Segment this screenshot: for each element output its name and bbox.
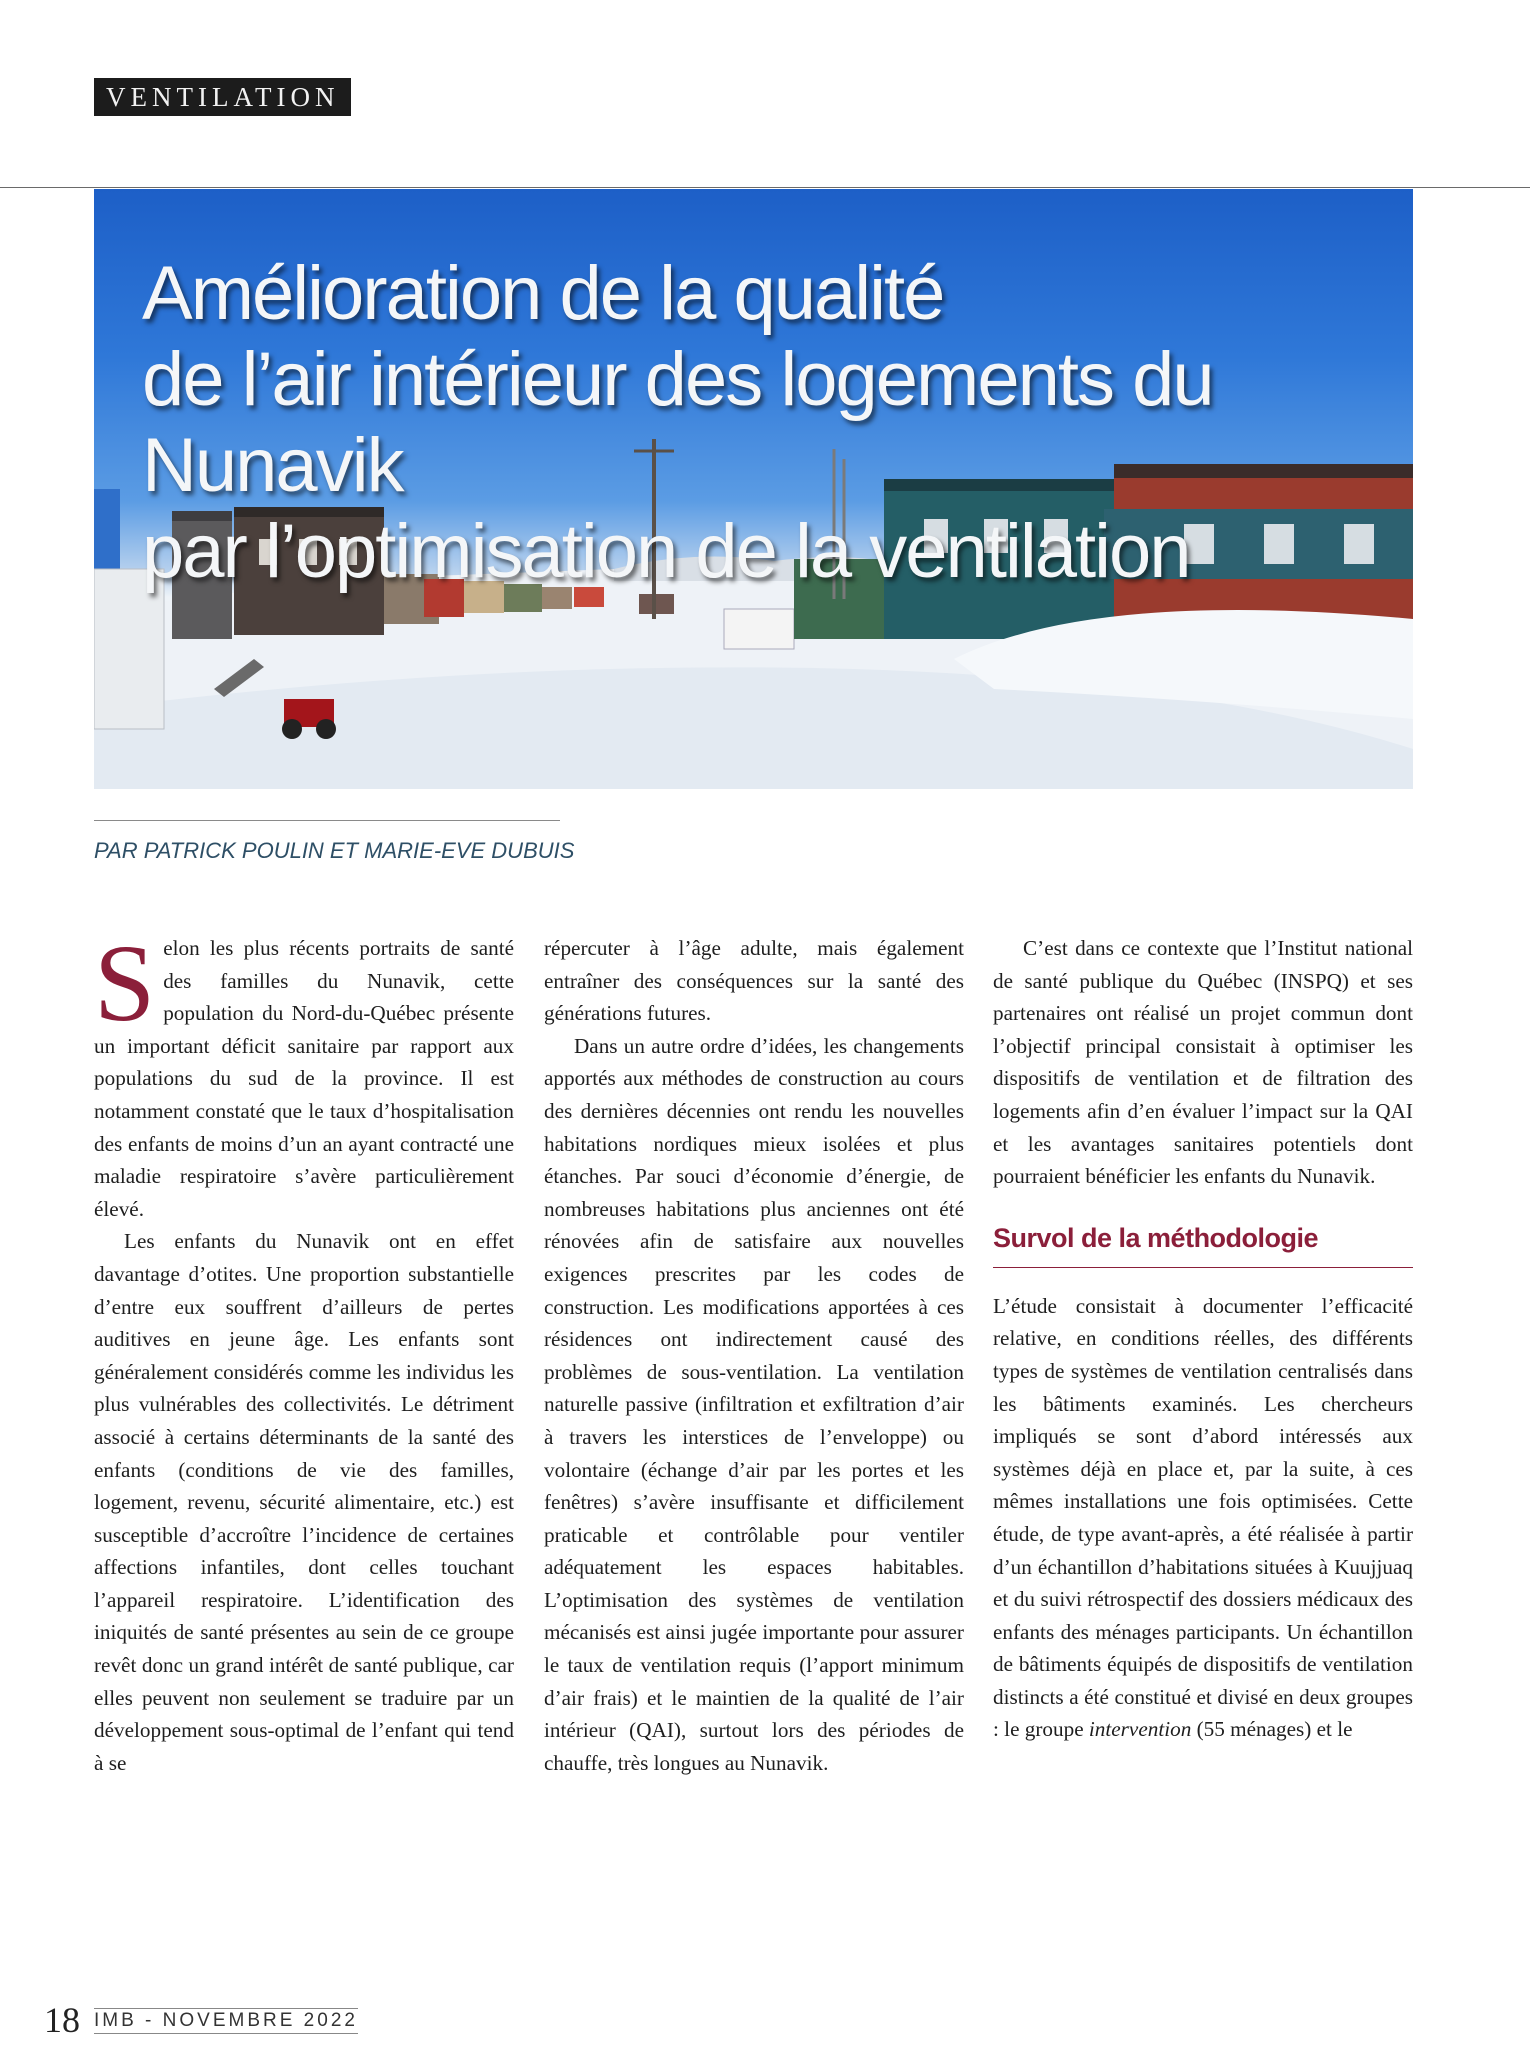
byline: PAR PATRICK POULIN ET MARIE-EVE DUBUIS: [94, 838, 575, 863]
paragraph-text: (55 ménages) et le: [1191, 1717, 1353, 1742]
byline-rule: [94, 820, 560, 821]
page-number: 18: [44, 2000, 80, 2040]
publication-info: IMB - NOVEMBRE 2022: [94, 2008, 358, 2034]
italic-term: intervention: [1088, 1717, 1192, 1742]
paragraph: Dans un autre ordre d’idées, les changements apportés aux méthodes de construction au cours des dernières décennies ont rendu les nouvelles habitations nordiques mieux isolées et plus étanches. Par souci d’économie d’énergie, de nombreuses habitations plus anciennes ont été rénovées afin de satisfaire aux nouvelles exigences prescrites par les codes de construction. Les modifications apportées à ces résidences ont indirectement causé des problèmes de sous-ventilation. La ventilation naturelle passive (infiltration et exfiltration d’air à travers les interstices de l’enveloppe) ou volontaire (échange d’air par les portes et les fenêtres) s’avère insuffisante et difficilement praticable et contrôlable pour ventiler adéquatement les espaces habitables. L’optimisation des systèmes de ventilation mécanisés est ainsi jugée importante pour assurer le taux de ventilation requis (l’apport minimum d’air frais) et le maintien de la qualité de l’air intérieur (QAI), surtout lors des périodes de chauffe, très longues au Nunavik.: [544, 1033, 964, 1775]
article-title-line: par l’optimisation de la ventilation: [142, 509, 1190, 594]
article-title-line: Amélioration de la qualité: [142, 251, 944, 336]
header-rule: [0, 187, 1530, 188]
paragraph-text: L’étude consistait à documenter l’efficacité relative, en conditions réelles, des différents types de systèmes de ventilation centralisés dans les bâtiments examinés. Les chercheurs impliqués se sont d’abord intéressés aux systèmes déjà en place et, par la suite, à ces mêmes installations une fois optimisées. Cette étude, de type avant-après, a été réalisée à partir d’un échantillon d’habitations situées à Kuujjuaq et du suivi rétrospectif des dossiers médicaux des enfants des ménages participants. Un échantillon de bâtiments équipés de dispositifs de ventilation distincts a été constitué et divisé en deux groupes : le groupe: [993, 1293, 1413, 1742]
paragraph: [94, 922, 514, 1225]
article-column-1: [94, 922, 514, 1779]
article-column-2: [544, 932, 964, 1779]
hero-photo: [94, 189, 1413, 789]
paragraph: C’est dans ce contexte que l’Institut national de santé publique du Québec (INSPQ) et ses partenaires ont réalisé un projet commun dont l’objectif principal consistait à optimiser les dispositifs de ventilation et de filtration des logements afin d’en évaluer l’impact sur la QAI et les avantages sanitaires potentiels dont pourraient bénéficier les enfants du Nunavik.: [993, 936, 1413, 1189]
paragraph: Les enfants du Nunavik ont en effet davantage d’otites. Une proportion substantielle d’entre eux souffrent d’ailleurs de pertes auditives en jeune âge. Les enfants sont généralement considérés comme les individus les plus vulnérables des collectivités. Le détriment associé à certains déterminants de la santé des enfants (conditions de vie des familles, logement, revenu, sécurité alimentaire, etc.) est susceptible d’accroître l’incidence de certaines affections infantiles, dont celles touchant l’appareil respiratoire. L’identification des iniquités de santé présentes au sein de ce groupe revêt donc un grand intérêt de santé publique, car elles peuvent non seulement se traduire par un développement sous-optimal de l’enfant qui tend à se: [94, 1229, 514, 1775]
paragraph-text: elon les plus récents portraits de santé des familles du Nunavik, cette population du Nord-du-Québec présente un important déficit sanitaire par rapport aux populations du sud de la province. Il est notamment constaté que le taux d’hospitalisation des enfants de moins d’un an ayant contracté une maladie respiratoire s’avère particulièrement élevé.: [94, 936, 514, 1221]
article-column-3: [993, 932, 1413, 1746]
article-title: [142, 251, 1413, 595]
paragraph: [993, 1290, 1413, 1746]
article-title-line: de l’air intérieur des logements du Nunavik: [142, 337, 1213, 508]
dropcap: S: [94, 922, 156, 1044]
paragraph: répercuter à l’âge adulte, mais également entraîner des conséquences sur la santé des générations futures.: [544, 936, 964, 1026]
section-tag: VENTILATION: [94, 78, 351, 116]
section-heading: Survol de la méthodologie: [993, 1223, 1413, 1268]
